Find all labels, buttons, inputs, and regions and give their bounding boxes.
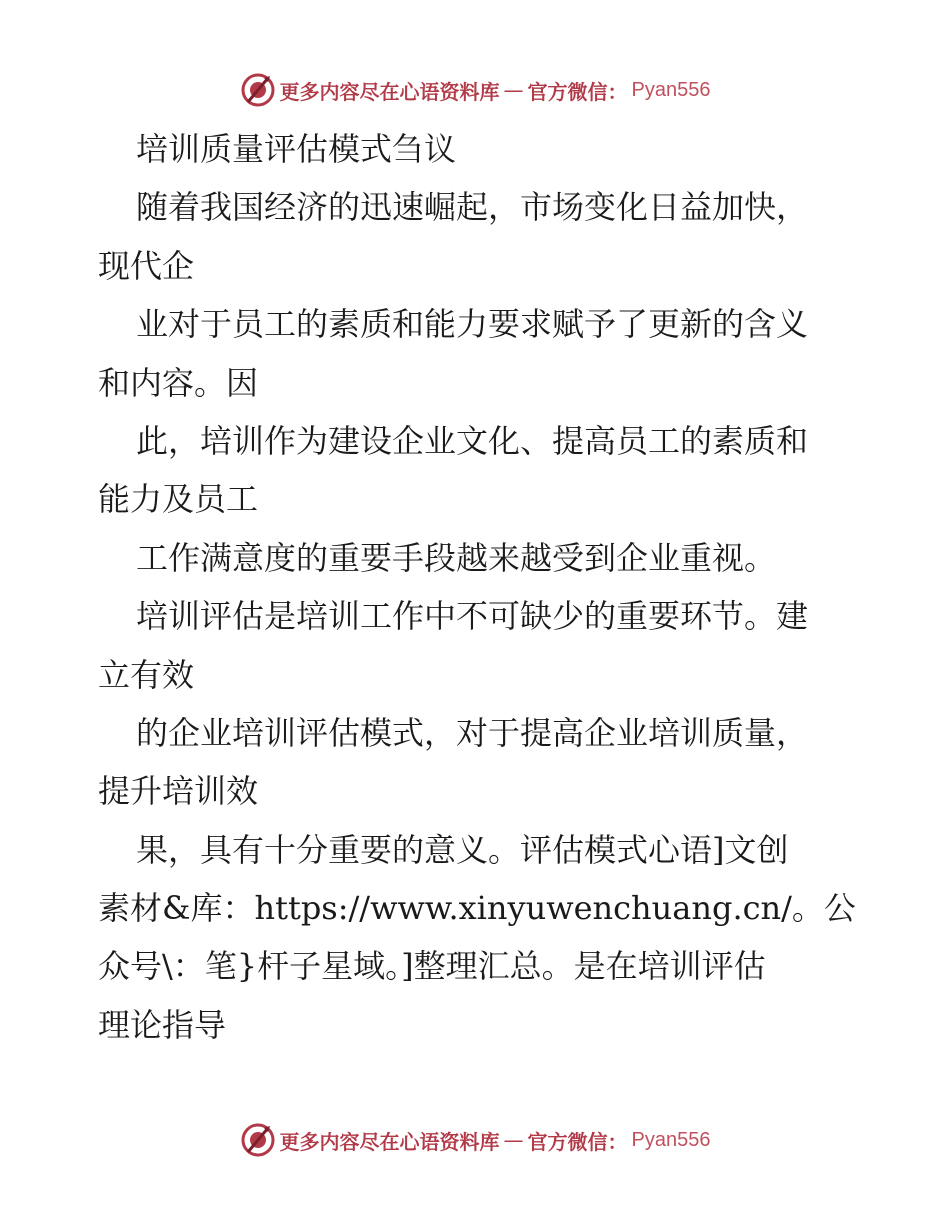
banner-wechat-id: Pyan556 — [631, 78, 711, 101]
text-line: 随着我国经济的迅速崛起，市场变化日益加快， — [136, 188, 809, 227]
text-line: 的企业培训评估模式，对于提高企业培训质量， — [136, 713, 809, 752]
banner-dash: — — [503, 78, 524, 102]
text-line: 果，具有十分重要的意义。评估模式心语]文创 — [136, 830, 789, 869]
text-line: 此，培训作为建设企业文化、提高员工的素质和 — [136, 421, 809, 460]
banner-wechat-label: 官方微信： — [527, 1129, 628, 1154]
text-line: 理论指导 — [98, 1005, 227, 1044]
text-line: 素材&库：https://www.xinyuwenchuang.cn/。公 — [98, 889, 856, 928]
text-line: 业对于员工的素质和能力要求赋予了更新的含义 — [136, 305, 809, 344]
doc-title: 培训质量评估模式刍议 — [136, 130, 457, 168]
text-line: 提升培训效 — [98, 772, 259, 811]
text-line: 众号\：笔}杆子星域。]整理汇总。是在培训评估 — [98, 947, 766, 986]
text-line: 培训评估是培训工作中不可缺少的重要环节。建 — [136, 597, 809, 636]
footer-banner — [0, 1120, 950, 1160]
text-line: 工作满意度的重要手段越来越受到企业重视。 — [136, 538, 777, 577]
text-line: 现代企 — [98, 246, 195, 285]
header-banner — [0, 70, 950, 110]
text-line: 能力及员工 — [98, 480, 259, 519]
logo-icon — [240, 72, 276, 108]
banner-dash: — — [503, 1128, 524, 1152]
banner-wechat-label: 官方微信： — [527, 79, 628, 104]
logo-icon — [240, 1122, 276, 1158]
banner-text: 更多内容尽在心语资料库 — [279, 1129, 500, 1154]
document-body — [98, 120, 858, 1054]
text-line: 和内容。因 — [98, 363, 259, 402]
text-line: 立有效 — [98, 655, 195, 694]
banner-text: 更多内容尽在心语资料库 — [279, 79, 500, 104]
banner-wechat-id: Pyan556 — [631, 1128, 711, 1151]
